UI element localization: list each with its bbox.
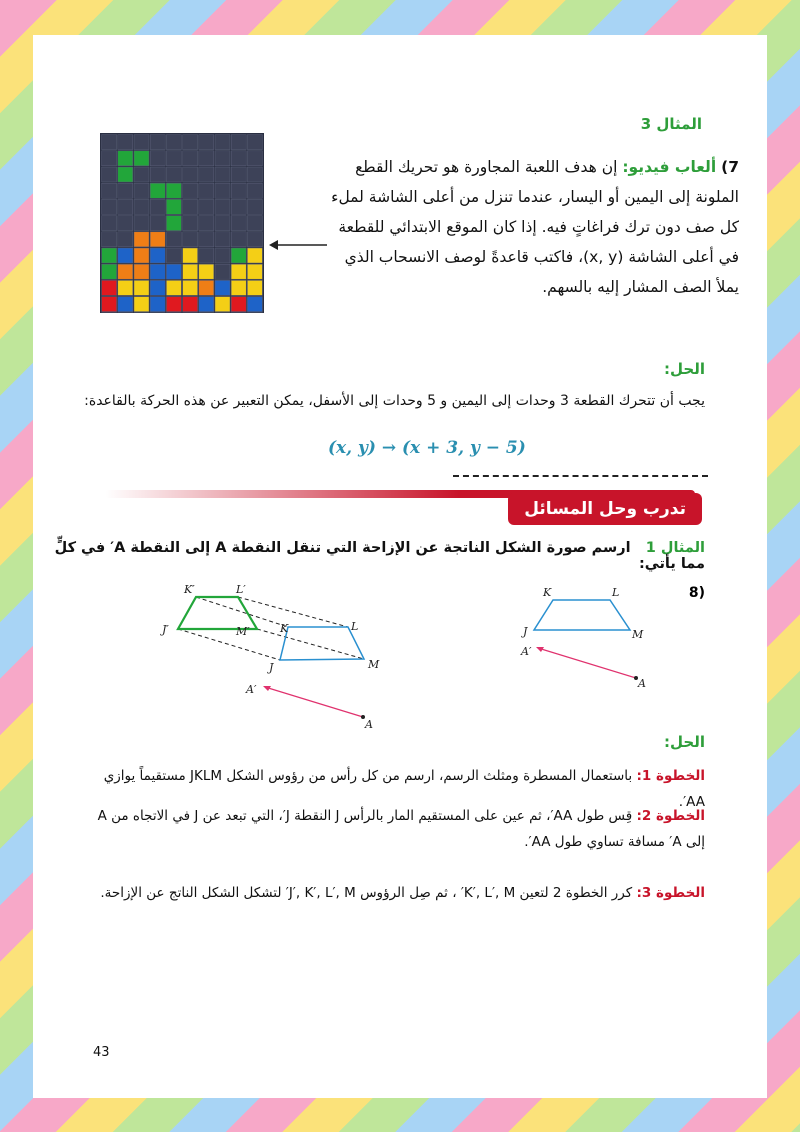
tetris-cell (150, 167, 165, 182)
tetris-cell (150, 199, 165, 214)
label-k: K (543, 586, 552, 599)
tetris-cell (134, 280, 149, 295)
tetris-cell (166, 135, 181, 150)
tetris-cell (166, 232, 181, 247)
example-3-title: المثال 3 (640, 115, 702, 133)
tetris-cell (102, 232, 117, 247)
tetris-cell (118, 167, 133, 182)
problem-8-number: (8 (688, 585, 705, 601)
tetris-cell (166, 183, 181, 198)
tetris-cell (102, 280, 117, 295)
tetris-cell (215, 248, 230, 263)
tetris-cell (134, 216, 149, 231)
example-1-heading (33, 540, 705, 572)
tetris-cell (118, 151, 133, 166)
step-2 (95, 803, 705, 855)
tetris-cell (150, 264, 165, 279)
tetris-cell (183, 167, 198, 182)
tetris-cell (102, 167, 117, 182)
tetris-cell (102, 135, 117, 150)
tetris-cell (215, 183, 230, 198)
tetris-cell (247, 135, 262, 150)
tetris-cell (231, 264, 246, 279)
tetris-cell (150, 248, 165, 263)
tetris-cell (215, 199, 230, 214)
label-l2: L (351, 620, 359, 633)
tetris-cell (247, 232, 262, 247)
problem-7 (329, 152, 739, 302)
tetris-cell (166, 199, 181, 214)
step-3 (95, 880, 705, 906)
row-arrow-icon (269, 239, 329, 251)
label-j2: J (269, 661, 274, 674)
step-3-label: الخطوة 3: (636, 885, 705, 901)
step-1-text: باستعمال المسطرة ومثلث الرسم، ارسم من كل رأس من رؤوس الشكل JKLM مستقيماً يوازي AA′. (103, 768, 705, 810)
tetris-cell (183, 232, 198, 247)
practice-banner: تدرب وحل المسائل (508, 493, 702, 525)
tetris-cell (102, 199, 117, 214)
tetris-cell (247, 297, 262, 312)
tetris-grid-image (100, 133, 265, 313)
label-j: J (523, 625, 528, 638)
tetris-cell (150, 232, 165, 247)
tetris-cell (215, 297, 230, 312)
tetris-cell (102, 248, 117, 263)
solution-2-label: الحل: (664, 733, 705, 751)
tetris-cell (215, 135, 230, 150)
tetris-cell (134, 232, 149, 247)
tetris-cell (231, 297, 246, 312)
label-k2: K (280, 622, 289, 635)
tetris-cell (118, 264, 133, 279)
label-m2: M (368, 658, 380, 671)
tetris-cell (247, 199, 262, 214)
tetris-cell (247, 167, 262, 182)
label-a2: A (365, 718, 373, 730)
label-a: A (638, 677, 646, 690)
tetris-cell (199, 199, 214, 214)
step-3-text: كرر الخطوة 2 لتعين K′, L′, M′ ، ثم صِل الرؤوس J′, K′, L′, M′ لتشكل الشكل الناتج عن الإزاحة. (100, 885, 633, 901)
tetris-cell (150, 135, 165, 150)
label-l-prime: L′ (236, 583, 246, 596)
tetris-cell (134, 199, 149, 214)
tetris-cell (118, 248, 133, 263)
label-a-prime2: A′ (246, 683, 257, 696)
label-k-prime: K′ (184, 583, 195, 596)
tetris-cell (150, 183, 165, 198)
tetris-cell (134, 297, 149, 312)
tetris-cell (183, 151, 198, 166)
tetris-cell (199, 135, 214, 150)
page-sheet (33, 35, 767, 1098)
tetris-cell (199, 216, 214, 231)
tetris-cell (231, 248, 246, 263)
tetris-cell (231, 167, 246, 182)
page-number: 43 (93, 1045, 110, 1060)
tetris-cell (183, 199, 198, 214)
tetris-cell (118, 183, 133, 198)
tetris-cell (199, 248, 214, 263)
tetris-cell (134, 135, 149, 150)
tetris-cell (231, 216, 246, 231)
tetris-cell (118, 297, 133, 312)
tetris-cell (134, 248, 149, 263)
tetris-cell (118, 216, 133, 231)
tetris-cell (215, 232, 230, 247)
tetris-cell (231, 199, 246, 214)
example-1-tag: المثال 1 (645, 540, 705, 556)
tetris-cell (183, 297, 198, 312)
problem-8-figure (513, 575, 683, 690)
tetris-cell (199, 151, 214, 166)
tetris-cell (247, 183, 262, 198)
tetris-cell (199, 167, 214, 182)
tetris-cell (215, 280, 230, 295)
tetris-cell (183, 183, 198, 198)
label-m: M (632, 628, 644, 641)
example-1-text: ارسم صورة الشكل الناتجة عن الإزاحة التي تنقل النقطة A إلى النقطة A′ في كلٍّ مما يأتي: (54, 540, 705, 572)
tetris-cell (247, 248, 262, 263)
tetris-cell (215, 151, 230, 166)
label-m-prime: M′ (236, 625, 250, 638)
tetris-cell (231, 183, 246, 198)
tetris-cell (134, 183, 149, 198)
tetris-cell (166, 248, 181, 263)
problem-7-text: إن هدف اللعبة المجاورة هو تحريك القطع الملونة إلى اليمين أو اليسار، عندما تنزل من أعلى الشاشة لملء كل صف دون ترك فراغاتٍ فيه. إذا كان الموقع الابتدائي للقطعة في أعلى الشاشة (x, y)، فاكتب قاعدةً لوصف الانسحاب الذي يملأ الصف المشار إليه بالسهم. (331, 158, 739, 296)
step-2-text: قِس طول AA′، ثم عين على المستقيم المار بالرأس J النقطة J′، التي تبعد عن J في الاتجاه من A إلى A′ مسافة تساوي طول AA′. (97, 808, 705, 850)
tetris-cell (102, 216, 117, 231)
tetris-cell (118, 135, 133, 150)
tetris-cell (102, 151, 117, 166)
dashed-divider (453, 475, 708, 477)
tetris-cell (183, 135, 198, 150)
tetris-cell (215, 216, 230, 231)
tetris-cell (150, 297, 165, 312)
tetris-cell (150, 216, 165, 231)
tetris-cell (183, 216, 198, 231)
tetris-cell (183, 264, 198, 279)
tetris-cell (134, 151, 149, 166)
tetris-cell (118, 232, 133, 247)
label-j-prime: J′ (162, 623, 169, 636)
tetris-cell (215, 167, 230, 182)
label-a-prime: A′ (521, 645, 532, 658)
label-l: L (612, 586, 620, 599)
tetris-cell (199, 297, 214, 312)
tetris-cell (183, 248, 198, 263)
tetris-cell (231, 232, 246, 247)
tetris-cell (134, 264, 149, 279)
tetris-cell (231, 280, 246, 295)
solution-1-text: يجب أن تتحرك القطعة 3 وحدات إلى اليمين و 5 وحدات إلى الأسفل، يمكن التعبير عن هذه الحركة بالقاعدة: (84, 393, 705, 409)
tetris-cell (199, 232, 214, 247)
tetris-cell (118, 280, 133, 295)
tetris-cell (215, 264, 230, 279)
tetris-cell (102, 297, 117, 312)
tetris-cell (166, 167, 181, 182)
tetris-cell (199, 183, 214, 198)
tetris-cell (118, 199, 133, 214)
tetris-cell (166, 264, 181, 279)
translation-formula: (x, y) → (x + 3, y − 5) (328, 438, 526, 458)
tetris-cell (102, 183, 117, 198)
solution-1-label: الحل: (664, 360, 705, 378)
tetris-cell (150, 280, 165, 295)
solution-figure (158, 580, 398, 730)
tetris-cell (166, 297, 181, 312)
problem-7-number: 7) (721, 158, 739, 176)
tetris-cell (166, 280, 181, 295)
tetris-cell (102, 264, 117, 279)
tetris-cell (231, 151, 246, 166)
tetris-cell (247, 264, 262, 279)
tetris-cell (183, 280, 198, 295)
problem-7-tag: ألعاب فيديو: (622, 158, 717, 176)
tetris-cell (199, 280, 214, 295)
step-1-label: الخطوة 1: (636, 768, 705, 784)
tetris-cell (231, 135, 246, 150)
tetris-cell (134, 167, 149, 182)
tetris-cell (199, 264, 214, 279)
step-2-label: الخطوة 2: (636, 808, 705, 824)
tetris-cell (247, 151, 262, 166)
jklm-trapezoid (534, 600, 630, 630)
tetris-cell (247, 280, 262, 295)
tetris-cell (166, 216, 181, 231)
tetris-cell (247, 216, 262, 231)
tetris-cell (150, 151, 165, 166)
vector-aa-prime (538, 648, 636, 678)
tetris-cell (166, 151, 181, 166)
